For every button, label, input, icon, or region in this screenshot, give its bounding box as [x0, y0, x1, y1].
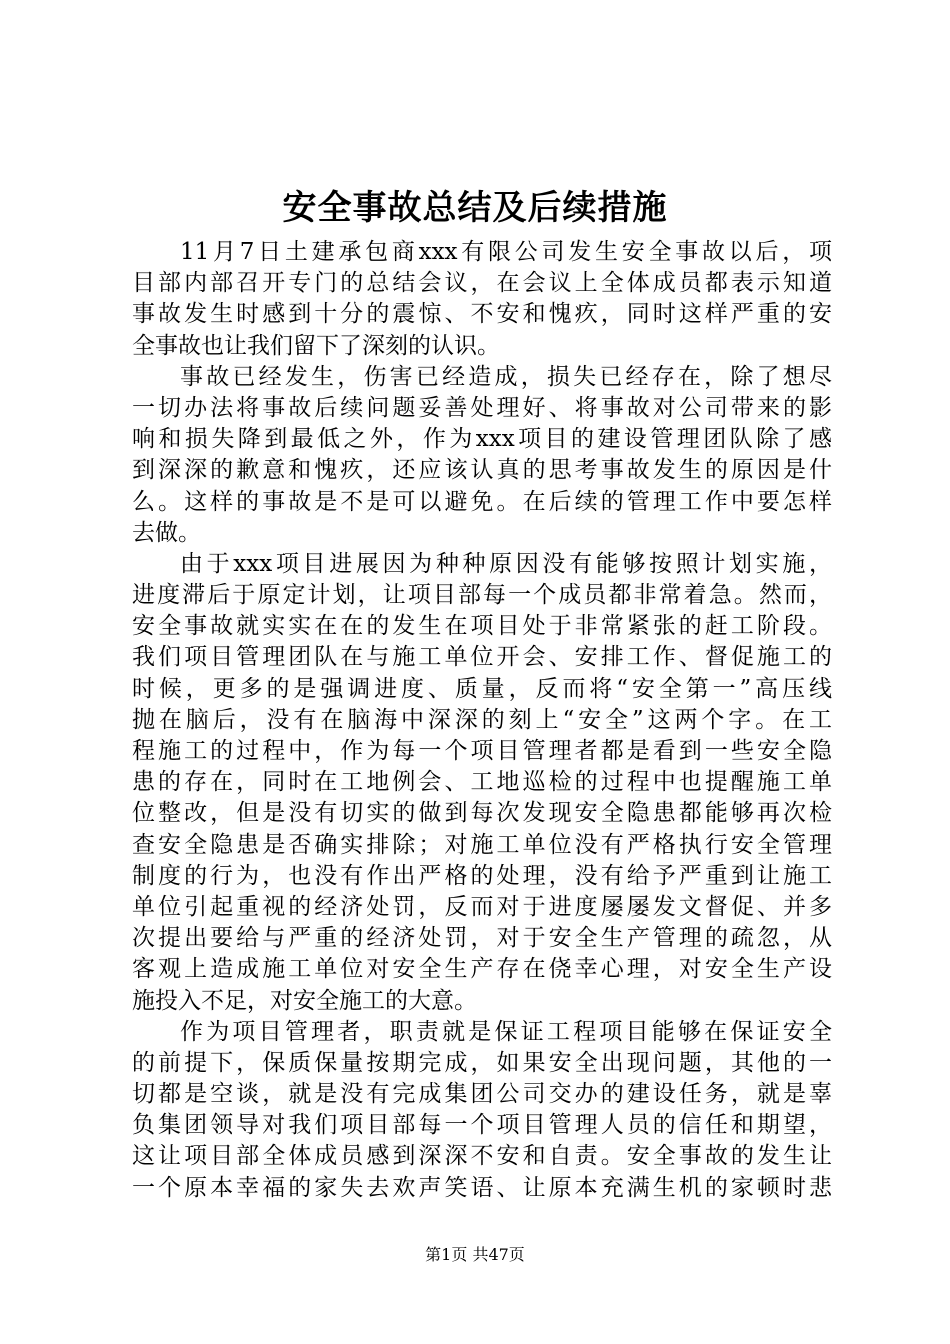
paragraph-3-line-9: 位整改，但是没有切实的做到每次发现安全隐患都能够再次检: [132, 800, 832, 827]
paragraph-2-line-5: 么。这样的事故是不是可以避免。在后续的管理工作中要怎样: [132, 488, 832, 515]
paragraph-3-line-11: 制度的行为，也没有作出严格的处理，没有给予严重到让施工: [132, 862, 832, 889]
paragraph-3-line-1: 由于xxx项目进展因为种种原因没有能够按照计划实施，: [180, 550, 832, 577]
page-footer: 第1页 共47页: [425, 1245, 525, 1264]
paragraph-3-line-2: 进度滞后于原定计划，让项目部每一个成员都非常着急。然而，: [132, 582, 832, 609]
paragraph-3-line-12: 单位引起重视的经济处罚，反而对于进度屡屡发文督促、并多: [132, 893, 832, 920]
paragraph-1-line-3: 事故发生时感到十分的震惊、不安和愧疚，同时这样严重的安: [132, 301, 832, 328]
paragraph-2-line-4: 到深深的歉意和愧疚，还应该认真的思考事故发生的原因是什: [132, 457, 832, 484]
paragraph-3-line-15: 施投入不足，对安全施工的大意。: [132, 987, 477, 1014]
paragraph-3-line-4: 我们项目管理团队在与施工单位开会、安排工作、督促施工的: [132, 644, 832, 671]
paragraph-3-line-13: 次提出要给与严重的经济处罚，对于安全生产管理的疏忽，从: [132, 925, 832, 952]
paragraph-3-line-8: 患的存在，同时在工地例会、工地巡检的过程中也提醒施工单: [132, 769, 832, 796]
paragraph-2-line-1: 事故已经发生，伤害已经造成，损失已经存在，除了想尽: [180, 363, 832, 390]
paragraph-3-line-3: 安全事故就实实在在的发生在项目处于非常紧张的赶工阶段。: [132, 613, 832, 640]
document-body: [132, 237, 832, 1204]
paragraph-4-line-5: 这让项目部全体成员感到深深不安和自责。安全事故的发生让: [132, 1143, 832, 1170]
paragraph-4-line-4: 负集团领导对我们项目部每一个项目管理人员的信任和期望，: [132, 1112, 832, 1139]
paragraph-1-line-2: 目部内部召开专门的总结会议，在会议上全体成员都表示知道: [132, 270, 832, 297]
paragraph-3-line-6: 抛在脑后，没有在脑海中深深的刻上“安全”这两个字。在工: [132, 706, 832, 733]
paragraph-2-line-6: 去做。: [132, 519, 201, 546]
paragraph-3-line-5: 时候，更多的是强调进度、质量，反而将“安全第一”高压线: [132, 675, 832, 702]
paragraph-2-line-3: 响和损失降到最低之外，作为xxx项目的建设管理团队除了感: [132, 426, 832, 453]
paragraph-3-line-14: 客观上造成施工单位对安全生产存在侥幸心理，对安全生产设: [132, 956, 832, 983]
paragraph-1-line-4: 全事故也让我们留下了深刻的认识。: [132, 332, 500, 359]
paragraph-2-line-2: 一切办法将事故后续问题妥善处理好、将事故对公司带来的影: [132, 394, 832, 421]
paragraph-4-line-6: 一个原本幸福的家失去欢声笑语、让原本充满生机的家顿时悲: [132, 1174, 832, 1201]
paragraph-4-line-2: 的前提下，保质保量按期完成，如果安全出现问题，其他的一: [132, 1049, 832, 1076]
document-title: 安全事故总结及后续措施: [282, 188, 668, 228]
paragraph-3-line-7: 程施工的过程中，作为每一个项目管理者都是看到一些安全隐: [132, 738, 832, 764]
paragraph-4-line-3: 切都是空谈，就是没有完成集团公司交办的建设任务，就是辜: [132, 1081, 832, 1108]
paragraph-4-line-1: 作为项目管理者，职责就是保证工程项目能够在保证安全: [180, 1018, 832, 1045]
paragraph-1-line-1: 11月7日土建承包商xxx有限公司发生安全事故以后，项: [180, 239, 832, 265]
paragraph-3-line-10: 查安全隐患是否确实排除；对施工单位没有严格执行安全管理: [132, 831, 832, 858]
